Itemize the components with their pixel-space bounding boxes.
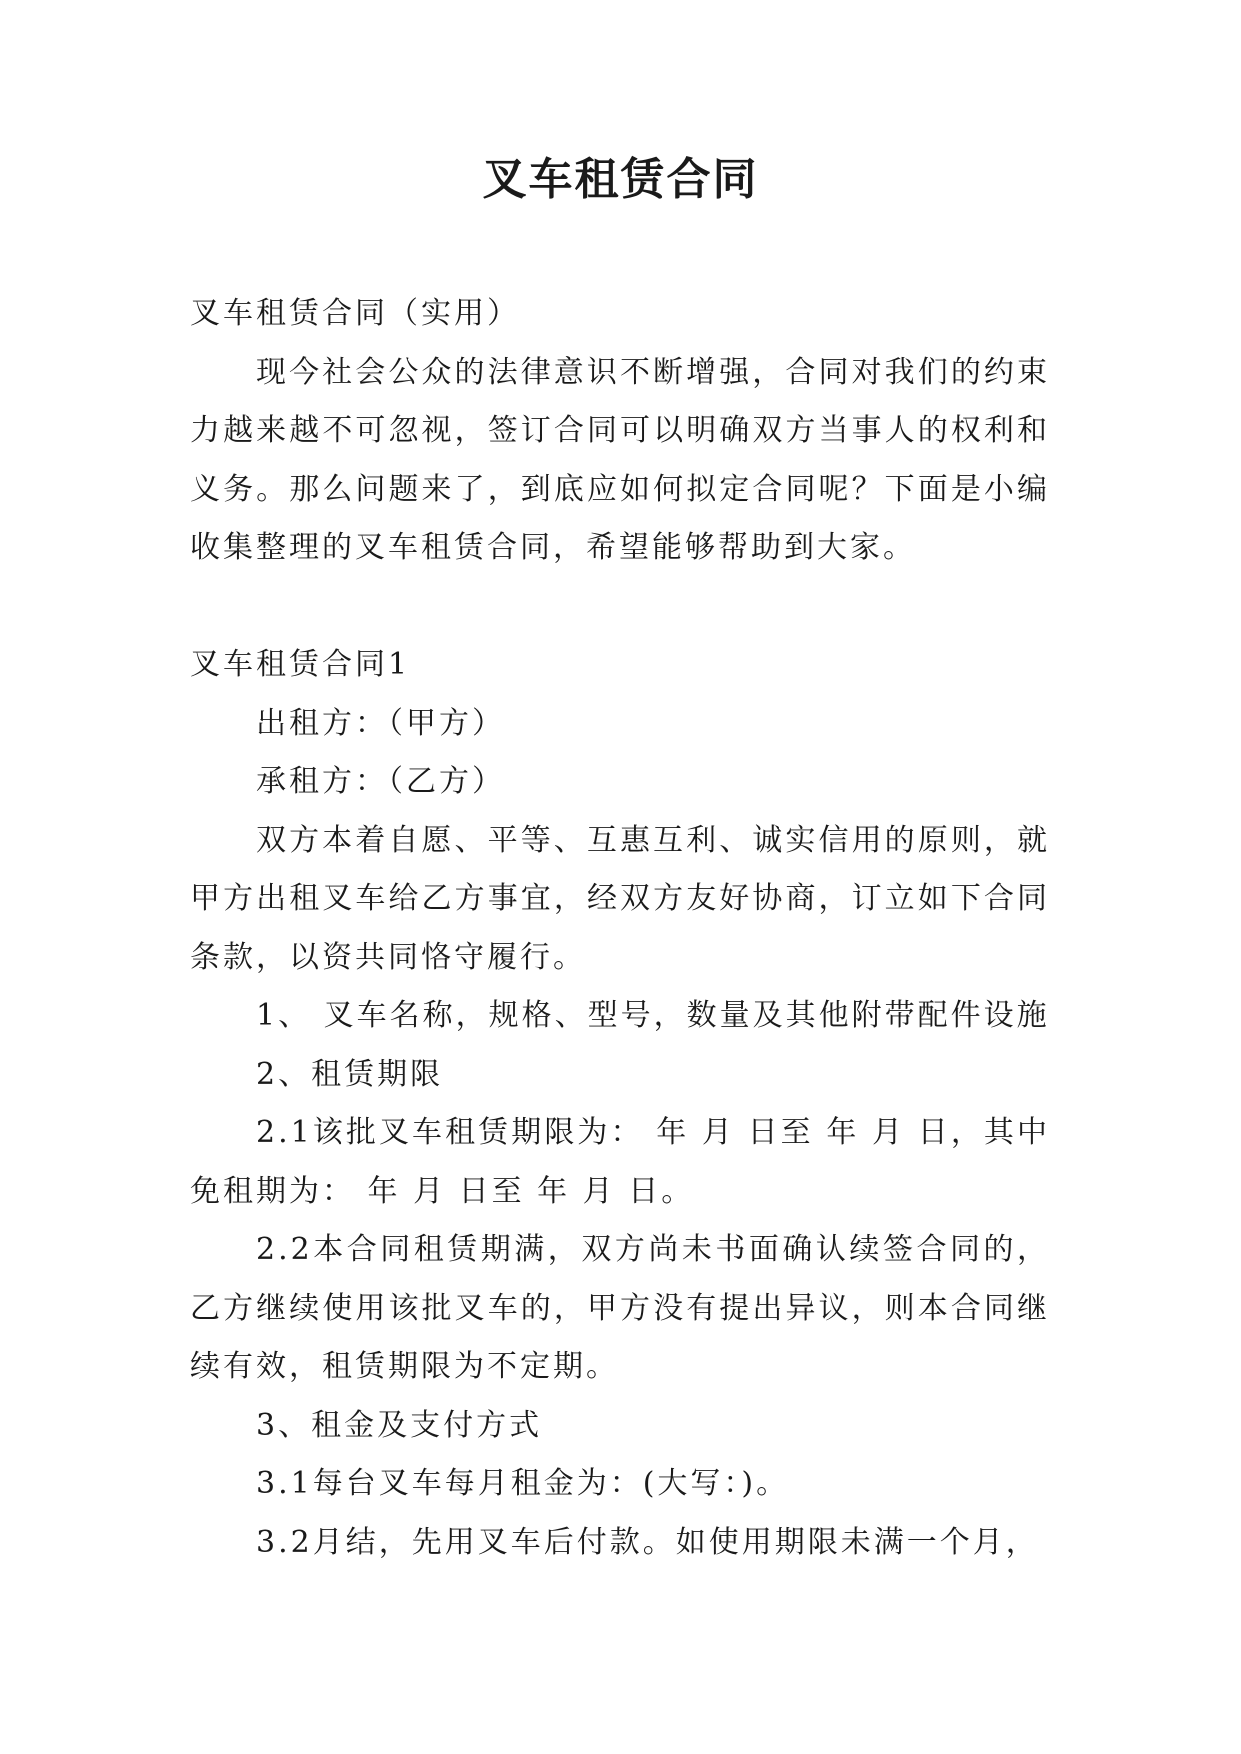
paragraph-spacer (190, 578, 1050, 637)
preamble-paragraph: 双方本着自愿、平等、互惠互利、诚实信用的原则，就甲方出租叉车给乙方事宜，经双方友好协商，订立如下合同条款，以资共同恪守履行。 (190, 822, 1050, 975)
lessee-line: 承租方：（乙方） (256, 764, 505, 799)
clause-2-1: 2.1该批叉车租赁期限为： 年 月 日至 年 月 日，其中免租期为： 年 月 日至 年 月 日。 (190, 1115, 1050, 1209)
document-title: 叉车租赁合同 (482, 154, 759, 205)
clause-3-heading: 3、租金及支付方式 (256, 1407, 543, 1443)
section-heading: 叉车租赁合同1 (190, 647, 411, 682)
intro-paragraph: 现今社会公众的法律意识不断增强，合同对我们的约束力越来越不可忽视，签订合同可以明确双方当事人的权利和义务。那么问题来了，到底应如何拟定合同呢？下面是小编收集整理的叉车租赁合同，希望能够帮助到大家。 (190, 354, 1050, 565)
lessor-line: 出租方：（甲方） (256, 705, 505, 741)
clause-2-heading: 2、租赁期限 (256, 1056, 444, 1092)
clause-3-2: 3.2月结，先用叉车后付款。如使用期限未满一个月， (256, 1524, 1039, 1560)
clause-1: 1、 叉车名称，规格、型号，数量及其他附带配件设施 (256, 998, 1050, 1033)
document-body (190, 285, 1050, 1572)
clause-3-1: 3.1每台叉车每月租金为：(大写：)。 (256, 1466, 790, 1501)
clause-2-2: 2.2本合同租赁期满，双方尚未书面确认续签合同的，乙方继续使用该批叉车的，甲方没有提出异议，则本合同继续有效，租赁期限为不定期。 (190, 1232, 1050, 1384)
document-subtitle: 叉车租赁合同（实用） (190, 296, 520, 331)
